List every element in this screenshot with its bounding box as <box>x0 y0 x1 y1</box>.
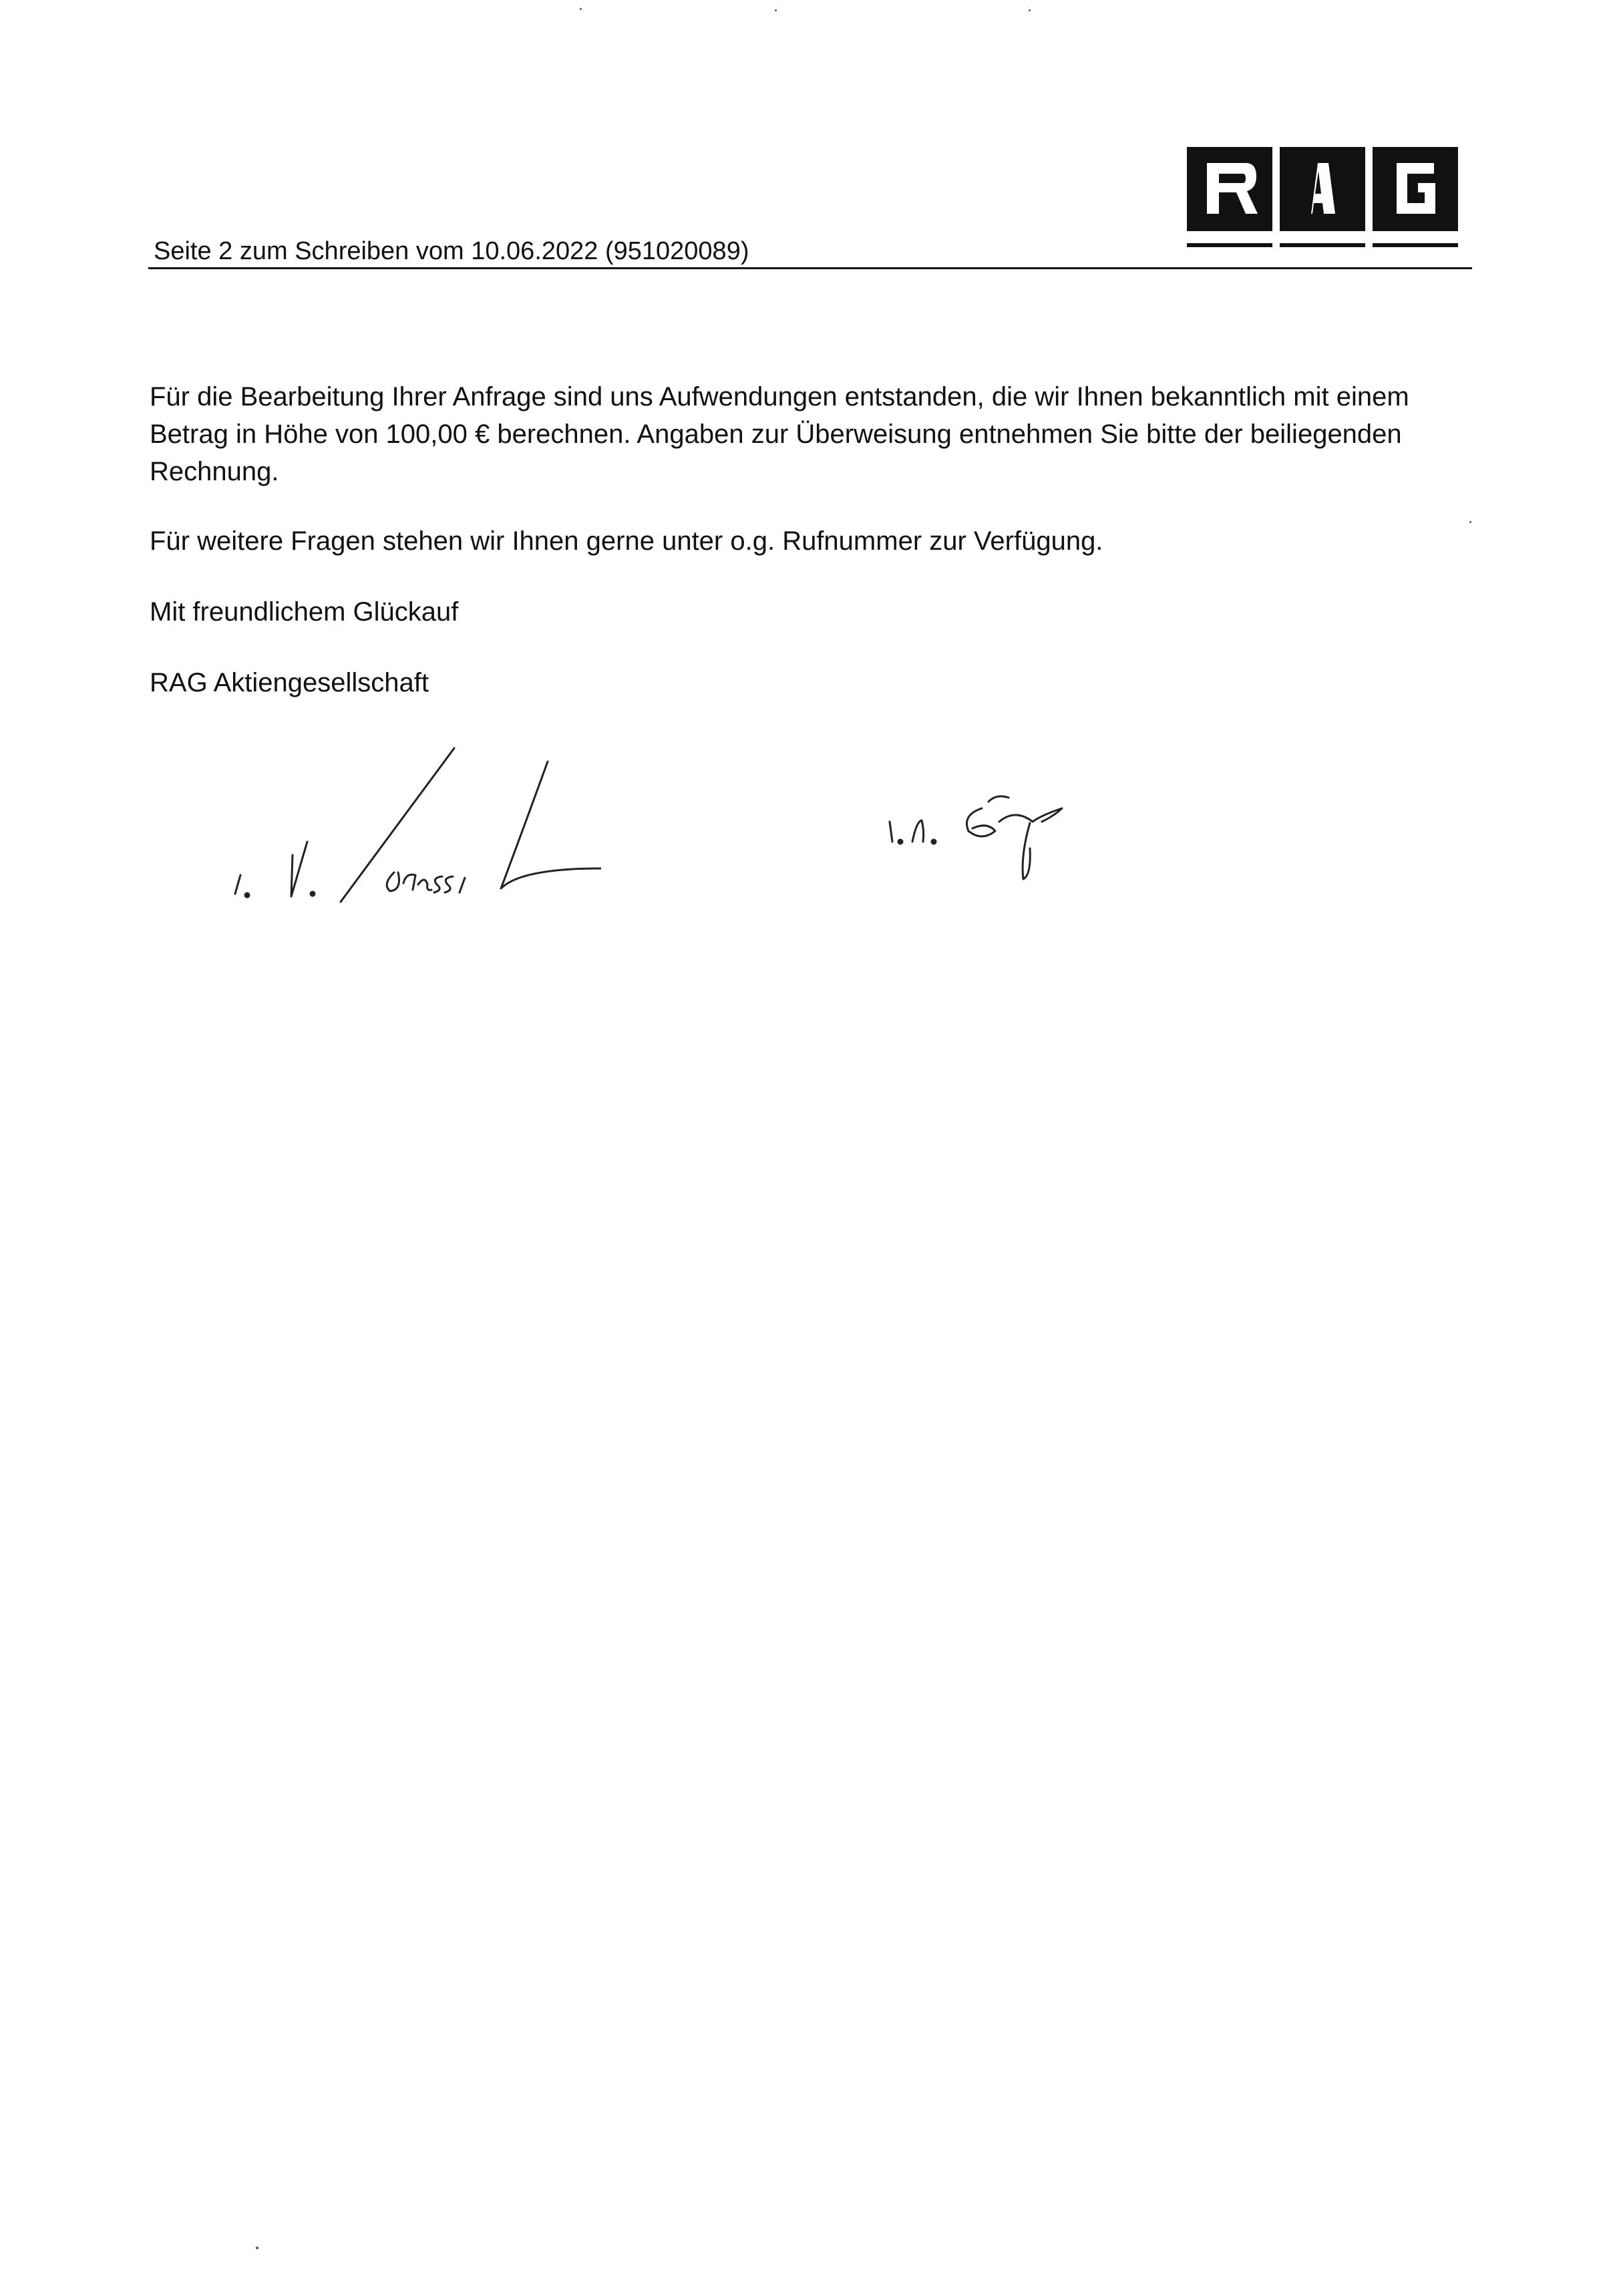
scan-speck <box>775 9 777 11</box>
signature-left <box>227 742 601 915</box>
scan-speck <box>1469 521 1471 523</box>
scan-speck <box>1029 9 1031 11</box>
scan-speck <box>580 8 582 10</box>
header-rule <box>148 267 1472 269</box>
page-header-reference: Seite 2 zum Schreiben vom 10.06.2022 (951020089) <box>154 237 749 265</box>
scan-speck <box>256 2247 258 2249</box>
closing-phrase: Mit freundlichem Glückauf <box>150 597 459 627</box>
rag-logo <box>1187 147 1458 251</box>
company-name: RAG Aktiengesellschaft <box>150 668 429 697</box>
paragraph-contact: Für weitere Fragen stehen wir Ihnen gerne unter o.g. Rufnummer zur Verfügung. <box>150 526 1103 556</box>
paragraph-fee-notice: Für die Bearbeitung Ihrer Anfrage sind uns Aufwendungen entstanden, die wir Ihnen bekanntlich mit einem Betrag in Höhe von 100,00 € berechnen. Angaben zur Überweisung entnehmen Sie bitte der beiliegenden Rechnung. <box>150 382 1409 486</box>
letter-body <box>150 378 1479 701</box>
signature-right <box>882 775 1162 909</box>
